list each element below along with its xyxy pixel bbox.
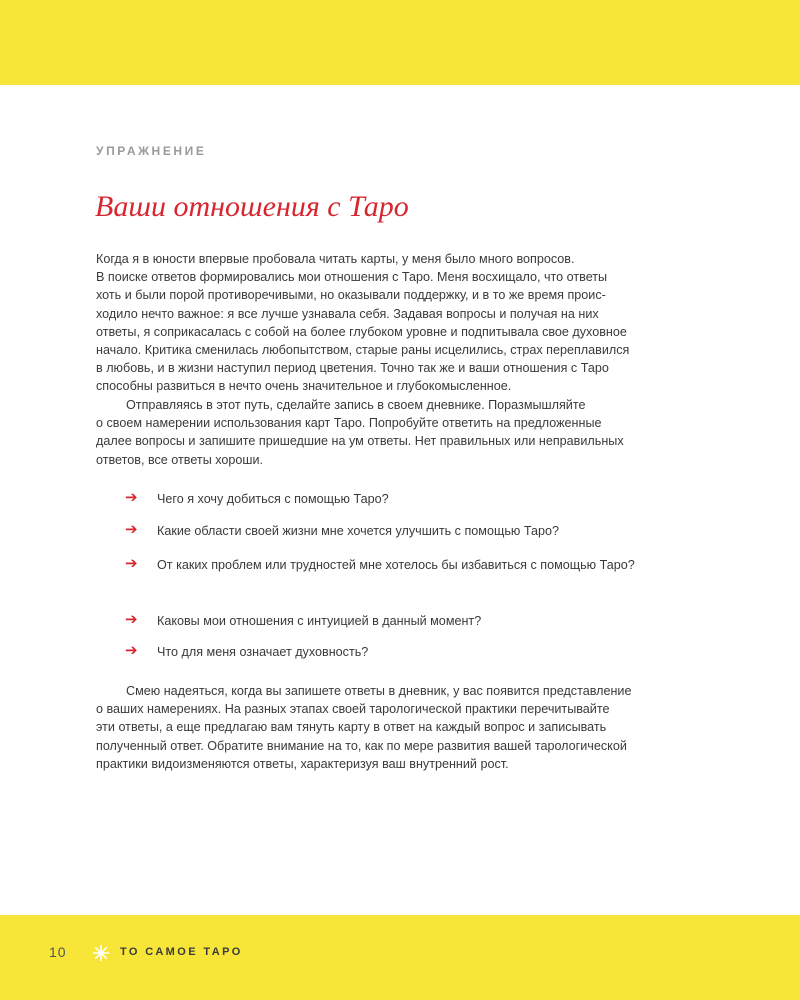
question-text: Каковы мои отношения с интуицией в данный момент? [157,614,482,628]
question-text: Какие области своей жизни мне хочется улучшить с помощью Таро? [157,524,559,538]
paragraph-line: полученный ответ. Обратите внимание на то, как по мере развития вашей тарологической [96,738,627,753]
arrow-right-icon: ➔ [125,489,138,506]
paragraph-line: В поиске ответов формировались мои отношения с Таро. Меня восхищало, что ответы [96,270,608,285]
question-text: Что для меня означает духовность? [157,645,369,659]
arrow-right-icon: ➔ [125,521,138,538]
paragraph-line: практики видоизменяются ответы, характеризуя ваш внутренний рост. [96,756,509,771]
arrow-right-icon: ➔ [125,642,138,659]
star-icon [92,944,110,962]
instruction-paragraph [96,396,696,469]
paragraph-line: эти ответы, а еще предлагаю вам тянуть карту в ответ на каждый вопрос и записывать [96,720,607,735]
paragraph-line: способны развиться в нечто очень значительное и глубокомысленное. [96,379,512,394]
paragraph-line: ответов, все ответы хороши. [96,452,264,467]
paragraph-line: в любовь, и в жизни наступил период цветения. Точно так же и ваши отношения с Таро [96,361,609,376]
question-text: От каких проблем или трудностей мне хотелось бы избавиться с помощью Таро? [157,558,635,572]
paragraph-line: начало. Критика сменилась любопытством, старые раны исцелились, страх переплавился [96,343,630,358]
arrow-right-icon: ➔ [125,555,138,572]
paragraph-line: хоть и были порой противоречивыми, но оказывали поддержку, и в то же время проис- [96,288,606,303]
question-text: Чего я хочу добиться с помощью Таро? [157,492,389,506]
closing-paragraph [96,682,696,773]
page-title: Ваши отношения с Таро [95,190,409,223]
page-number: 10 [49,944,67,960]
section-label: УПРАЖНЕНИЕ [96,144,207,158]
paragraph-line: ходило нечто важное: я все лучше узнавала себя. Задавая вопросы и получая на них [96,306,599,321]
paragraph-line: Когда я в юности впервые пробовала читать карты, у меня было много вопросов. [96,252,575,266]
top-yellow-band [0,0,800,85]
paragraph-line: о ваших намерениях. На разных этапах своей тарологической практики перечитывайте [96,702,610,717]
paragraph-line: Отправляясь в этот путь, сделайте запись в своем дневнике. Поразмышляйте [126,398,586,412]
intro-paragraph [96,250,696,396]
paragraph-line: о своем намерении использования карт Таро. Попробуйте ответить на предложенные [96,416,602,431]
arrow-right-icon: ➔ [125,611,138,628]
paragraph-line: ответы, я соприкасалась с собой на более глубоком уровне и подпитывала свое духовное [96,324,627,339]
book-title: ТО САМОЕ ТАРО [120,946,243,958]
paragraph-line: далее вопросы и запишите пришедшие на ум ответы. Нет правильных или неправильных [96,434,624,449]
paragraph-line: Смею надеяться, когда вы запишете ответы в дневник, у вас появится представление [126,684,632,698]
